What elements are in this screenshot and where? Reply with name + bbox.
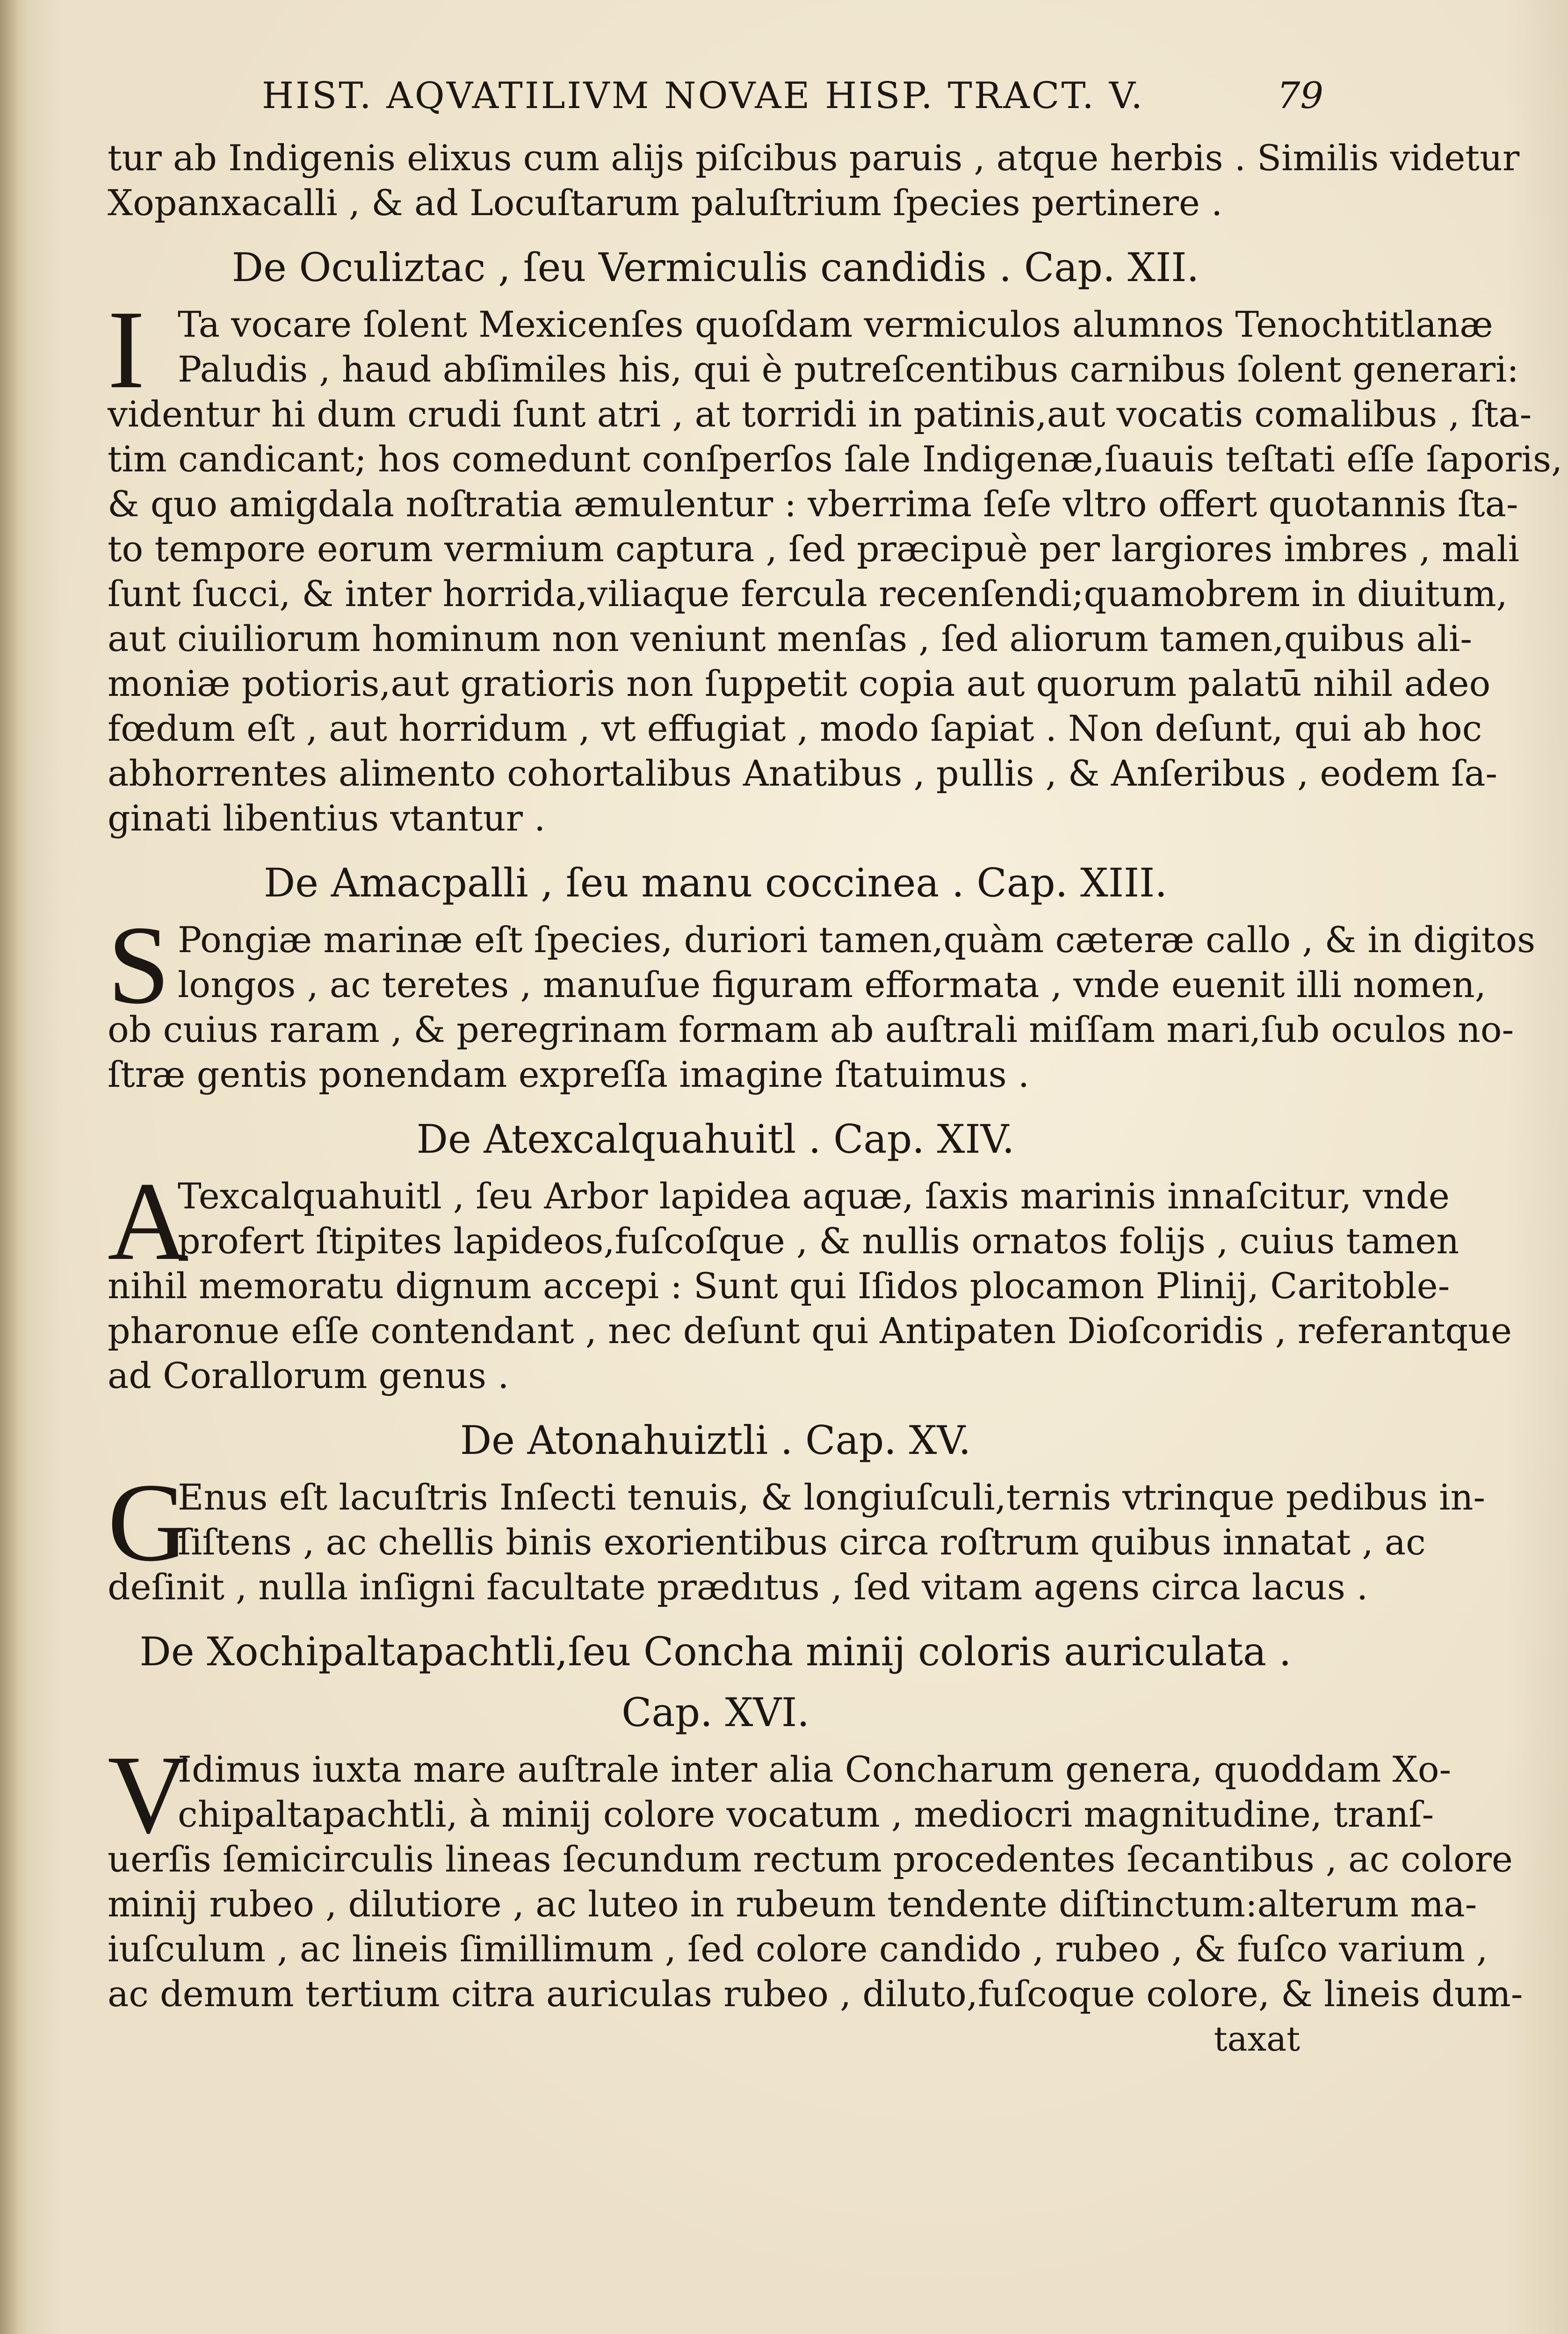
page-gutter-shadow [0, 0, 28, 2334]
chapter-body [108, 287, 1563, 841]
text-line: ob cuius raram , & peregrinam formam ab auſtrali miſſam mari,ſub oculos no- [108, 1009, 1514, 1050]
drop-capital: S [108, 903, 170, 1027]
text-line: Xopanxacalli , & ad Locuſtarum paluſtrium ſpecies pertinere . [108, 182, 1223, 224]
drop-capital: G [108, 1460, 189, 1584]
text-line: tur ab Indigenis elixus cum alijs piſcibus paruis , atque herbis . Similis videtur [108, 137, 1520, 179]
opening-paragraph [108, 136, 1520, 225]
text-line: aut ciuiliorum hominum non veniunt menſas , ſed aliorum tamen,quibus ali- [108, 618, 1472, 659]
drop-capital: I [108, 287, 145, 412]
text-line: to tempore eorum vermium captura , ſed præcipuè per largiores imbres , mali [108, 528, 1520, 570]
text-line: moniæ potioris,aut gratioris non ſuppetit copia aut quorum palatū nihil adeo [108, 663, 1491, 704]
text-line: Ta vocare ſolent Mexicenſes quoſdam vermiculos alumnos Tenochtitlanæ [178, 303, 1493, 345]
chapter-number: Cap. XVI. [621, 1690, 809, 1735]
text-line: ac demum tertium citra auriculas rubeo , diluto,fuſcoque colore, & lineis dum- [108, 1973, 1523, 2015]
text-line: Texcalquahuitl , ſeu Arbor lapidea aquæ, ſaxis marinis innaſcitur, vnde [178, 1175, 1450, 1217]
drop-capital: V [108, 1732, 189, 1857]
chapter-heading: De Amacpalli , ſeu manu coccinea . Cap. XIII. [263, 860, 1168, 906]
text-line: Enus eſt lacuſtris Inſecti tenuis, & longiuſculi,ternis vtrinque pedibus in- [178, 1476, 1486, 1518]
text-line: & quo amigdala noſtratia æmulentur : vberrima ſeſe vltro offert quotannis ſta- [108, 483, 1518, 525]
chapter-body [108, 1159, 1512, 1398]
chapter-heading: De Atonahuiztli . Cap. XV. [460, 1417, 971, 1463]
chapter-heading: De Xochipaltapachtli,ſeu Concha minij coloris auriculata . [139, 1629, 1292, 1675]
text-line: pharonue eſſe contendant , nec deſunt qui Antipaten Dioſcoridis , referantque [108, 1310, 1512, 1351]
text-line: uerſis ſemicirculis lineas ſecundum rectum procedentes ſecantibus , ac colore [108, 1838, 1513, 1880]
chapter-heading: De Oculiztac , ſeu Vermiculis candidis . Cap. XII. [231, 245, 1199, 290]
text-line: ſunt ſucci, & inter horrida,viliaque fercula recenſendi;quamobrem in diuitum, [108, 573, 1508, 614]
catchword: taxat [1214, 2019, 1300, 2059]
text-line: nihil memoratu dignum accepi : Sunt qui Iſidos plocamon Plinij, Caritoble- [108, 1265, 1450, 1307]
text-line: Pongiæ marinæ eſt ſpecies, duriori tamen,quàm cæteræ callo , & in digitos [178, 919, 1536, 961]
text-line: Paludis , haud abſimiles his, qui è putreſcentibus carnibus ſolent generari: [178, 348, 1519, 390]
text-line: fœdum eſt , aut horridum , vt effugiat , modo ſapiat . Non deſunt, qui ab hoc [108, 708, 1482, 749]
drop-capital: A [108, 1159, 189, 1283]
text-line: Idimus iuxta mare auſtrale inter alia Concharum genera, quoddam Xo- [178, 1749, 1452, 1790]
text-line: ad Corallorum genus . [108, 1355, 509, 1396]
text-line: deſinit , nulla inſigni facultate prædıtus , ſed vitam agens circa lacus . [108, 1566, 1368, 1608]
running-title: HIST. AQVATILIVM NOVAE HISP. TRACT. V. [262, 75, 1145, 117]
text-line: profert ſtipites lapideos,fuſcoſque , & nullis ornatos folijs , cuius tamen [178, 1220, 1460, 1262]
chapter-body [108, 1460, 1486, 1610]
page-number: 79 [1277, 75, 1323, 117]
chapter-heading: De Atexcalquahuitl . Cap. XIV. [416, 1116, 1015, 1162]
text-line: abhorrentes alimento cohortalibus Anatibus , pullis , & Anſeribus , eodem ſa- [108, 752, 1498, 794]
text-line: chipaltapachtli, à minij colore vocatum , mediocri magnitudine, tranſ- [178, 1793, 1434, 1835]
text-line: ſiſtens , ac chellis binis exorientibus circa roſtrum quibus innatat , ac [178, 1521, 1426, 1563]
text-line: ſtræ gentis ponendam expreſſa imagine ſtatuimus . [108, 1054, 1029, 1095]
text-line: ginati libentius vtantur . [108, 797, 546, 839]
text-line: iuſculum , ac lineis ſimillimum , ſed colore candido , rubeo , & fuſco varium , [108, 1928, 1488, 1970]
text-line: tim candicant; hos comedunt conſperſos ſale Indigenæ,ſuauis teſtati eſſe ſaporis, [108, 438, 1563, 480]
chapter-body [108, 903, 1536, 1097]
running-head [108, 75, 1323, 136]
book-page [108, 75, 1563, 2061]
chapter-body [108, 1732, 1523, 2016]
text-line: videntur hi dum crudi ſunt atri , at torridi in patinis,aut vocatis comalibus , ſta- [108, 393, 1532, 435]
text-line: longos , ac teretes , manuſue figuram efformata , vnde euenit illi nomen, [178, 964, 1486, 1005]
text-line: minij rubeo , dilutiore , ac luteo in rubeum tendente diſtinctum:alterum ma- [108, 1883, 1477, 1925]
